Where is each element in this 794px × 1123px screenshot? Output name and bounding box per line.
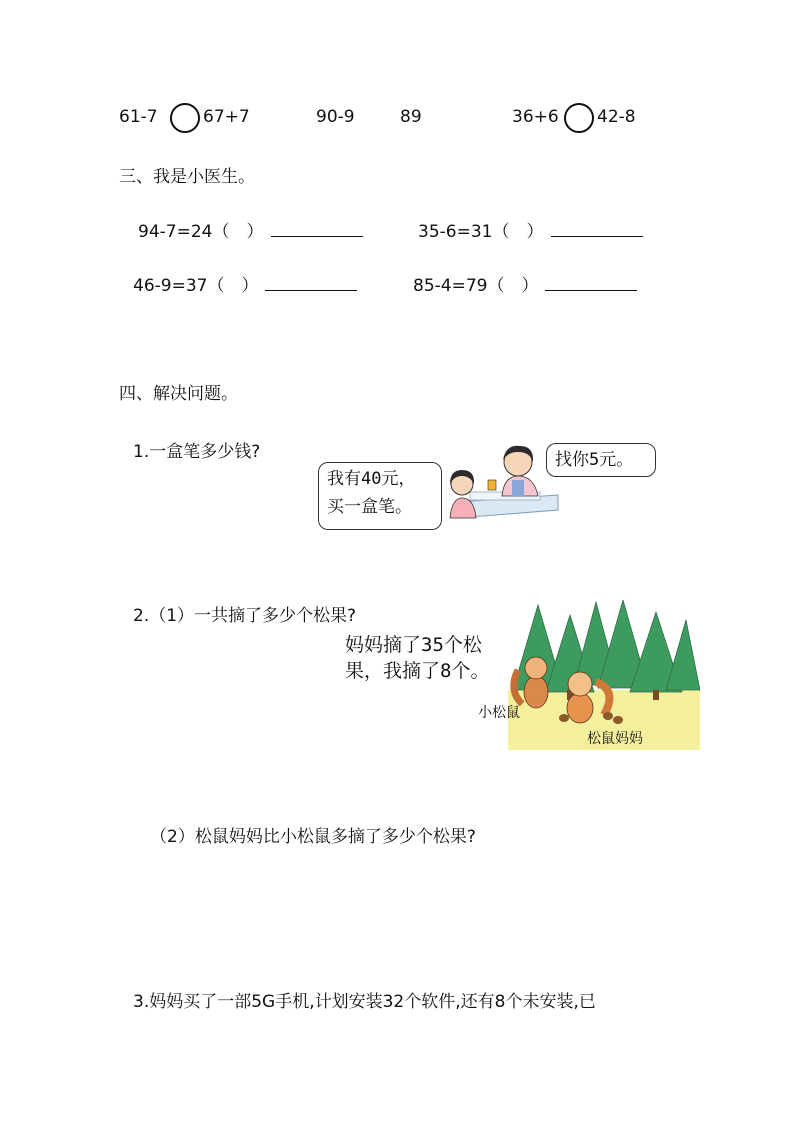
section3-title: 三、我是小医生。 <box>119 167 255 187</box>
answer-line-4[interactable] <box>545 290 637 291</box>
forest-caption-line1: 妈妈摘了35个松 <box>345 634 482 656</box>
speech-bubble-girl <box>318 462 442 530</box>
bubble-girl-line1: 我有40元， <box>327 469 416 489</box>
doctor-eq-4: 85-4=79（ ） <box>413 276 539 296</box>
compare-a-left: 61-7 <box>119 107 158 127</box>
label-small-squirrel: 小松鼠 <box>478 705 520 721</box>
section4-title: 四、解决问题。 <box>119 384 238 404</box>
forest-caption <box>345 632 489 684</box>
question-1: 1.一盒笔多少钱? <box>133 442 261 462</box>
shop-illustration <box>440 440 560 525</box>
doctor-eq-2: 35-6=31（ ） <box>418 222 544 242</box>
doctor-eq-1: 94-7=24（ ） <box>138 222 264 242</box>
compare-c-right: 42-8 <box>597 107 636 127</box>
answer-line-3[interactable] <box>265 290 357 291</box>
question-2-part-1: 2.（1）一共摘了多少个松果? <box>133 606 357 626</box>
bubble-girl-line2: 买一盒笔。 <box>327 497 412 517</box>
answer-line-2[interactable] <box>551 236 643 237</box>
compare-c-circle[interactable] <box>564 103 594 133</box>
compare-a-right: 67+7 <box>203 107 250 127</box>
answer-line-1[interactable] <box>271 236 363 237</box>
label-mother-squirrel: 松鼠妈妈 <box>587 731 643 747</box>
compare-c-left: 36+6 <box>512 107 559 127</box>
bubble-clerk-text: 找你5元。 <box>555 450 634 470</box>
compare-b-left: 90-9 <box>316 107 355 127</box>
compare-b-right: 89 <box>400 107 422 127</box>
speech-bubble-clerk <box>546 443 656 477</box>
doctor-eq-3: 46-9=37（ ） <box>133 276 259 296</box>
forest-caption-line2: 果，我摘了8个。 <box>345 660 490 682</box>
compare-a-circle[interactable] <box>170 103 200 133</box>
question-3: 3.妈妈买了一部5G手机,计划安装32个软件,还有8个未安装,已 <box>133 992 596 1012</box>
question-2-part-2: （2）松鼠妈妈比小松鼠多摘了多少个松果? <box>150 827 476 847</box>
